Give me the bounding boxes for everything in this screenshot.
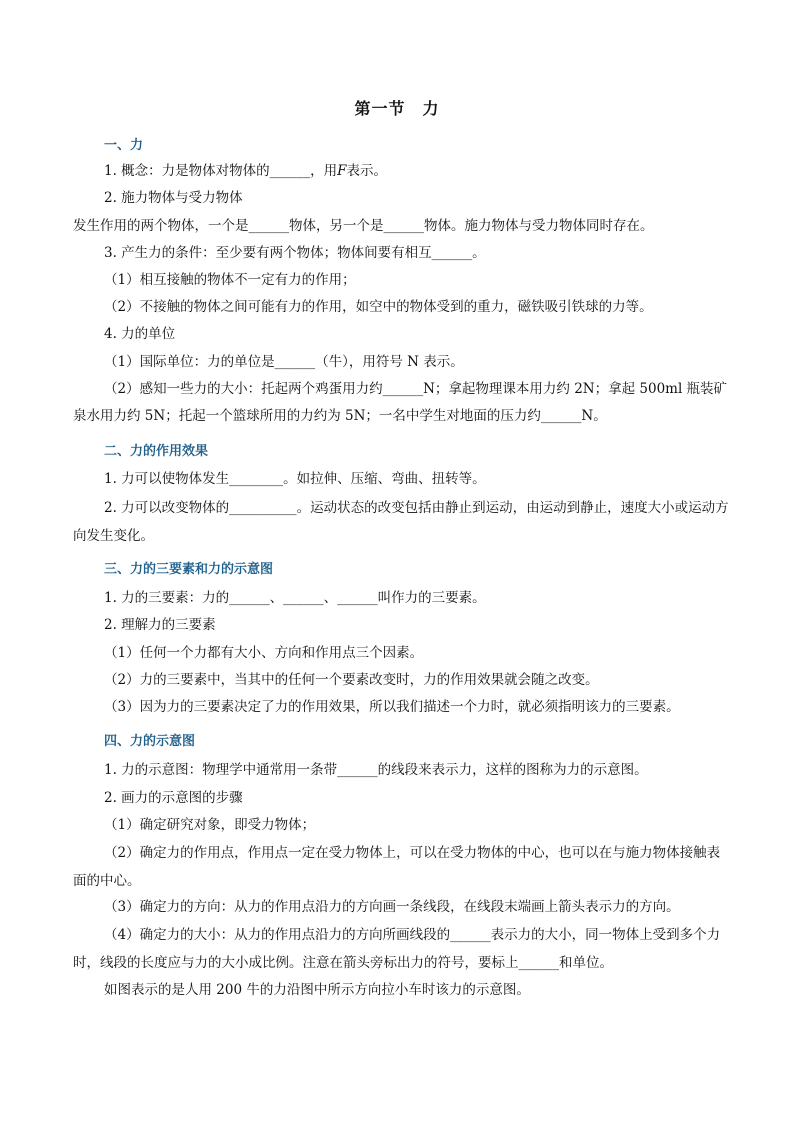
effect-motion: 2. 力可以改变物体的__________。运动状态的改变包括由静止到运动，由运动到静止，速度大小或运动方向发生变化。 <box>73 500 729 544</box>
subheading-unit: 4. 力的单位 <box>104 326 176 342</box>
element-note-3: （3）因为力的三要素决定了力的作用效果，所以我们描述一个力时，就必须指明该力的三要素。 <box>104 699 680 715</box>
subheading-understanding: 2. 理解力的三要素 <box>104 617 216 633</box>
concept-line <box>104 163 387 180</box>
force-magnitude-text: （2）感知一些力的大小：托起两个鸡蛋用力约______N；拿起物理课本用力约 2N；拿起 500ml 瓶装矿泉水用力约 5N；托起一个篮球所用的力约为 5N；一名中学生对地面的压力约______N。 <box>73 381 728 424</box>
section-heading-force: 一、力 <box>104 138 144 153</box>
si-unit-text: （1）国际单位：力的单位是______（牛），用符号 N 表示。 <box>104 354 464 370</box>
step-3: （3）确定力的方向：从力的作用点沿力的方向画一条线段，在线段末端画上箭头表示力的方向。 <box>104 899 680 915</box>
section-heading-three-elements: 三、力的三要素和力的示意图 <box>104 562 274 577</box>
concept-text-end: 表示。 <box>346 163 388 179</box>
condition-text: 3. 产生力的条件：至少要有两个物体；物体间要有相互______。 <box>104 245 486 261</box>
noncontact-note: （2）不接触的物体之间可能有力的作用，如空中的物体受到的重力，磁铁吸引铁球的力等。 <box>104 299 653 315</box>
bodies-text: 发生作用的两个物体，一个是______物体，另一个是______物体。施力物体与受力物体同时存在。 <box>73 218 654 234</box>
element-note-2: （2）力的三要素中，当其中的任何一个要素改变时，力的作用效果就会随之改变。 <box>104 672 599 688</box>
page-title: 第一节 力 <box>354 99 440 118</box>
three-elements-def: 1. 力的三要素：力的______、______、______叫作力的三要素。 <box>104 590 486 606</box>
section-heading-diagram: 四、力的示意图 <box>104 734 196 749</box>
step-2: （2）确定力的作用点，作用点一定在受力物体上，可以在受力物体的中心，也可以在与施力物体接触表面的中心。 <box>73 845 721 889</box>
effect-deformation: 1. 力可以使物体发生________。如拉伸、压缩、弯曲、扭转等。 <box>104 471 486 487</box>
diagram-def: 1. 力的示意图：物理学中通常用一条带______的线段来表示力，这样的图称为力的示意图。 <box>104 762 648 778</box>
step-1: （1）确定研究对象，即受力物体； <box>104 817 316 833</box>
example-text: 如图表示的是人用 200 牛的力沿图中所示方向拉小车时该力的示意图。 <box>104 982 530 998</box>
concept-text: 1. 概念：力是物体对物体的______，用 <box>104 163 338 179</box>
force-symbol: F <box>337 163 347 179</box>
subheading-bodies: 2. 施力物体与受力物体 <box>104 190 243 206</box>
element-note-1: （1）任何一个力都有大小、方向和作用点三个因素。 <box>104 645 424 661</box>
section-heading-effects: 二、力的作用效果 <box>104 444 209 459</box>
contact-note: （1）相互接触的物体不一定有力的作用； <box>104 272 356 288</box>
subheading-steps: 2. 画力的示意图的步骤 <box>104 790 243 806</box>
step-4: （4）确定力的大小：从力的作用点沿力的方向所画线段的______表示力的大小，同一物体上受到多个力时，线段的长度应与力的大小成比例。注意在箭头旁标出力的符号，要标上______和单位。 <box>73 927 721 971</box>
